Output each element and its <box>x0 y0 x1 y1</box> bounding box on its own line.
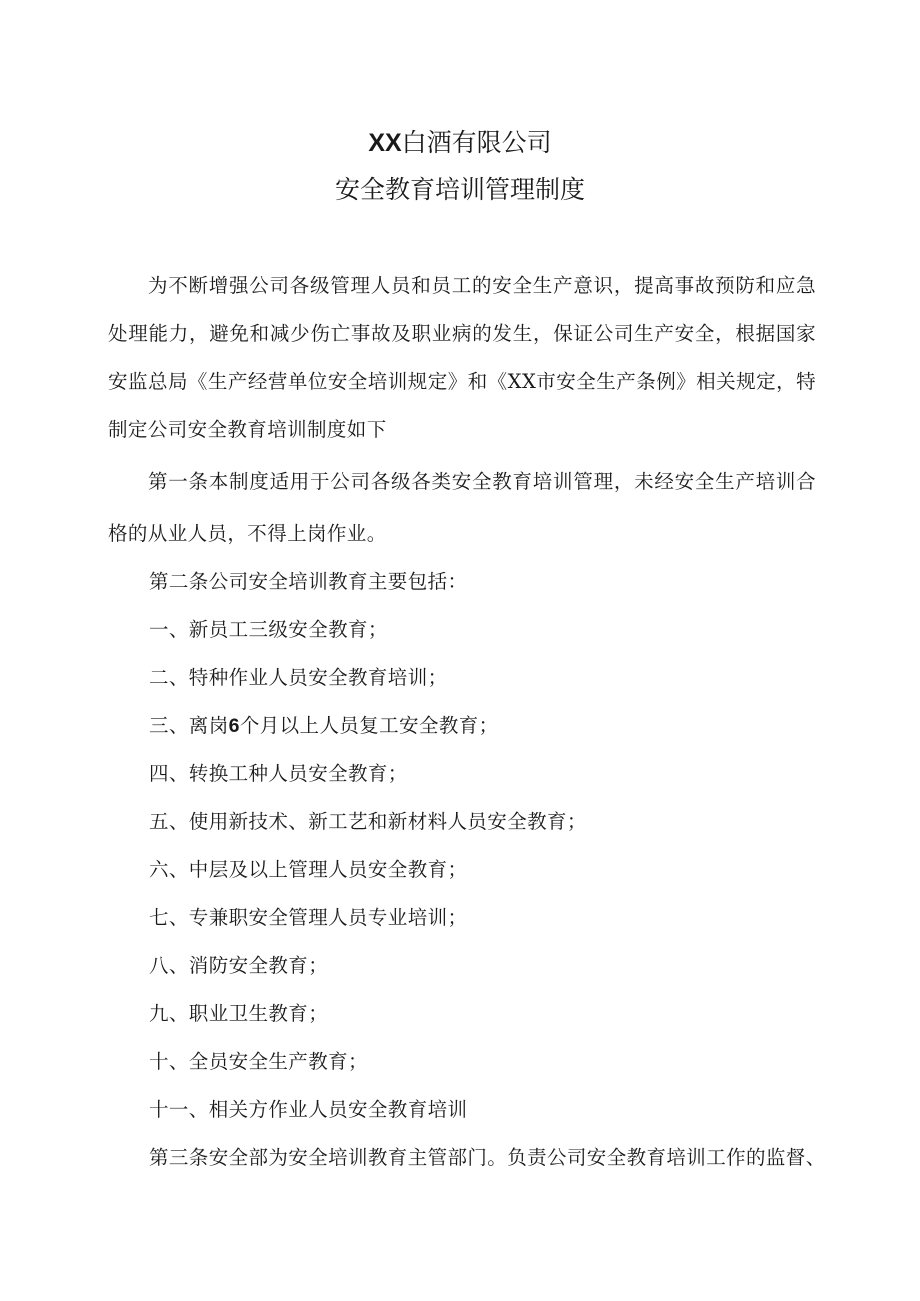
list-item: 五、使用新技术、新工艺和新材料人员安全教育； <box>149 810 587 833</box>
article-1: 第一条本制度适用于公司各级各类安全教育培训管理，未经安全生产培训合格的从业人员，不得上岗作业。 <box>108 470 816 545</box>
list-item-number: 6 <box>228 715 240 737</box>
document-title: 安全教育培训管理制度 <box>334 175 585 204</box>
list-item: 九、职业卫生教育； <box>149 1002 329 1025</box>
list-item: 二、特种作业人员安全教育培训； <box>149 666 448 689</box>
list-item-rest: 个月以上人员复工安全教育； <box>239 714 499 737</box>
list-item: 七、专兼职安全管理人员专业培训； <box>149 906 468 929</box>
list-item <box>149 711 499 741</box>
list-item-prefix: 三、离岗 <box>149 714 229 737</box>
article-3: 第三条安全部为安全培训教育主管部门。负责公司安全教育培训工作的监督、 <box>149 1146 826 1169</box>
article-2: 第二条公司安全培训教育主要包括： <box>149 570 468 593</box>
intro-paragraph: 为不断增强公司各级管理人员和员工的安全生产意识，提高事故预防和应急处理能力，避免和减少伤亡事故及职业病的发生，保证公司生产安全，根据国家安监总局《生产经营单位安全培训规定》和《XX市安全生产条例》相关规定，特制定公司安全教育培训制度如下 <box>108 274 816 441</box>
list-item: 十一、相关方作业人员安全教育培训 <box>149 1098 468 1121</box>
list-item: 八、消防安全教育； <box>149 954 329 977</box>
list-item: 一、新员工三级安全教育； <box>149 618 388 641</box>
company-title-prefix: XX <box>368 129 402 157</box>
list-item: 六、中层及以上管理人员安全教育； <box>149 858 468 881</box>
company-title-rest: 白酒有限公司 <box>401 128 552 157</box>
list-item: 十、全员安全生产教育； <box>149 1050 368 1073</box>
company-title <box>0 128 920 158</box>
list-item: 四、转换工种人员安全教育； <box>149 762 408 785</box>
